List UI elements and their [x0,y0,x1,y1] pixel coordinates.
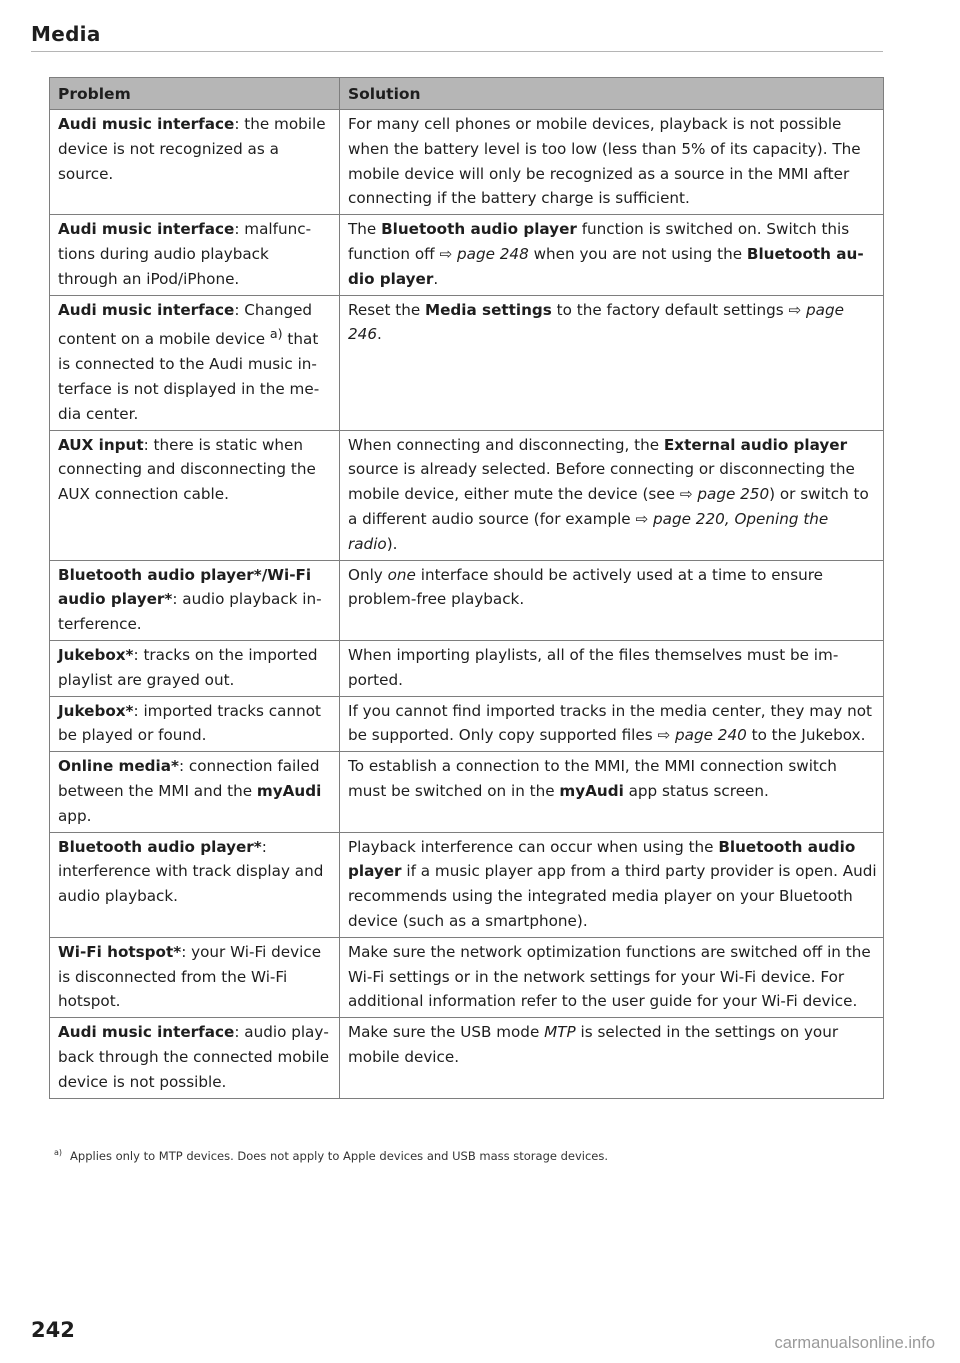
text-run: Wi-Fi hotspot* [58,942,182,961]
table-row [50,295,884,430]
text-run: : Changed content on a mobile device [58,300,313,349]
table-body [50,110,884,1099]
page-reference: one [387,565,416,584]
text-run: that is connected to the Audi music interface is not displayed in the media center. [58,330,320,423]
text-run: Bluetooth audio player [381,220,577,239]
solution-cell [340,295,884,430]
table-row [50,110,884,215]
page-reference: MTP [544,1023,576,1042]
footnote-marker: a) [54,1148,63,1157]
text-run: : the mobile device is not recognized as a source. [58,115,326,183]
table-row [50,696,884,752]
problem-cell [50,110,340,215]
text-run: : connection failed between the MMI and the [58,757,320,800]
solution-cell [340,1018,884,1098]
footnote-ref: a) [269,326,283,342]
text-run: . [433,269,439,288]
text-run: Only [348,565,388,584]
text-run: app status screen. [623,781,769,800]
text-run: myAudi [256,781,322,800]
text-run: To establish a connection to the MMI, the MMI connection switch must be switched on in the [348,757,837,800]
text-run: Bluetooth audio player [348,244,864,288]
solution-cell [340,641,884,697]
page-reference: ⇨ page 246 [348,300,844,344]
table-row [50,752,884,832]
text-run: External audio player [663,435,848,454]
text-run: : audio playback through the connected mobile device is not possible. [58,1023,330,1091]
text-run: Jukebox* [58,646,134,664]
table-row [50,937,884,1017]
text-run: : your Wi-Fi device is disconnected from the Wi-Fi hotspot. [58,942,322,1011]
table-header-row [50,78,884,110]
solution-cell [340,752,884,832]
text-run: Media settings [425,300,552,319]
column-header-solution: Solution [340,78,884,110]
text-run: AUX input [58,435,144,454]
text-run: to the Jukebox. [746,726,866,745]
text-run: Audi music interface [58,220,235,239]
text-run: to the factory default settings [551,300,789,319]
text-run: : imported tracks cannot be played or found. [58,701,321,745]
problem-cell [50,215,340,295]
solution-cell [340,832,884,937]
problem-cell [50,1018,340,1098]
footnote [54,1148,884,1163]
text-run: Make sure the USB mode [348,1023,545,1042]
text-run: app. [58,806,92,825]
text-run: Make sure the network optimization functions are switched off in the Wi-Fi settings or in the network settings for your Wi-Fi device. For additional information refer to the user guide for your Wi-Fi device. [348,942,871,1011]
text-run: If you cannot find imported tracks in the media center, they may not be supported. Only copy supported files [348,701,872,745]
watermark: carmanualsonline.info [774,1334,935,1352]
solution-cell [340,937,884,1017]
footnote-text: Applies only to MTP devices. Does not apply to Apple devices and USB mass storage devices. [70,1148,609,1163]
text-run: When importing playlists, all of the files themselves must be imported. [348,646,839,689]
text-run: When connecting and disconnecting, the [348,435,664,454]
page-reference: ⇨ page 248 [439,244,529,263]
solution-cell [340,560,884,640]
problem-cell [50,295,340,430]
page-number: 242 [31,1318,75,1342]
text-run: : malfunctions during audio playback through an iPod/iPhone. [58,220,312,288]
text-run: when you are not using the [528,244,747,263]
text-run: ) or switch to a different audio source (for example [348,485,869,529]
problem-cell [50,937,340,1017]
page-reference: ⇨ page 240 [657,726,747,745]
solution-cell [340,110,884,215]
table-row [50,430,884,560]
text-run: Bluetooth audio player*/Wi-Fi audio player* [58,565,312,609]
page-reference: ⇨ page 220, Opening the radio [348,510,829,553]
column-header-problem: Problem [50,78,340,110]
text-run: function is switched on. Switch this function off [348,220,850,263]
text-run: source is already selected. Before connecting or disconnecting the mobile device, either mute the device (see [348,460,855,504]
solution-cell [340,215,884,295]
problem-cell [50,832,340,937]
text-run: Reset the [348,300,426,319]
text-run: Jukebox* [58,701,134,720]
problem-cell [50,560,340,640]
problem-cell [50,752,340,832]
page-reference: ⇨ page 250 [679,485,770,504]
text-run: Online media* [58,757,179,776]
text-run: : tracks on the imported playlist are grayed out. [58,646,318,689]
text-run: myAudi [559,781,624,800]
text-run: ). [386,534,398,553]
table-row [50,1018,884,1098]
text-run: The [348,220,382,239]
table-row [50,641,884,697]
text-run: . [377,325,382,344]
text-run: Audi music interface [58,1023,235,1042]
text-run: Audi music interface [58,115,235,133]
text-run: interface should be actively used at a time to ensure problem-free playback. [348,565,823,609]
heading-divider [31,51,883,52]
text-run: is selected in the settings on your mobile device. [348,1023,839,1066]
solution-cell [340,696,884,752]
text-run: Playback interference can occur when using the [348,837,719,856]
problem-cell [50,430,340,560]
text-run: Audi music interface [58,300,235,319]
troubleshooting-table [49,77,884,1099]
solution-cell [340,430,884,560]
problem-cell [50,696,340,752]
table-row [50,215,884,295]
table-row [50,560,884,640]
text-run: For many cell phones or mobile devices, playback is not possible when the battery level is too low (less than 5% of its capacity). The mobile device will only be recognized as a source in the MMI after connecting if the battery charge is sufficient. [348,115,861,208]
text-run: if a music player app from a third party provider is open. Audi recommends using the integrated media player on your Bluetooth device (such as a smartphone). [348,862,877,930]
text-run: : there is static when connecting and disconnecting the AUX connection cable. [58,435,316,504]
table-row [50,832,884,937]
text-run: : interference with track display and audio playback. [58,837,324,906]
problem-cell [50,641,340,697]
page-title: Media [31,22,101,46]
text-run: Bluetooth audio player [348,837,856,881]
text-run: : audio playback interference. [58,590,322,634]
text-run: Bluetooth audio player* [58,837,262,856]
